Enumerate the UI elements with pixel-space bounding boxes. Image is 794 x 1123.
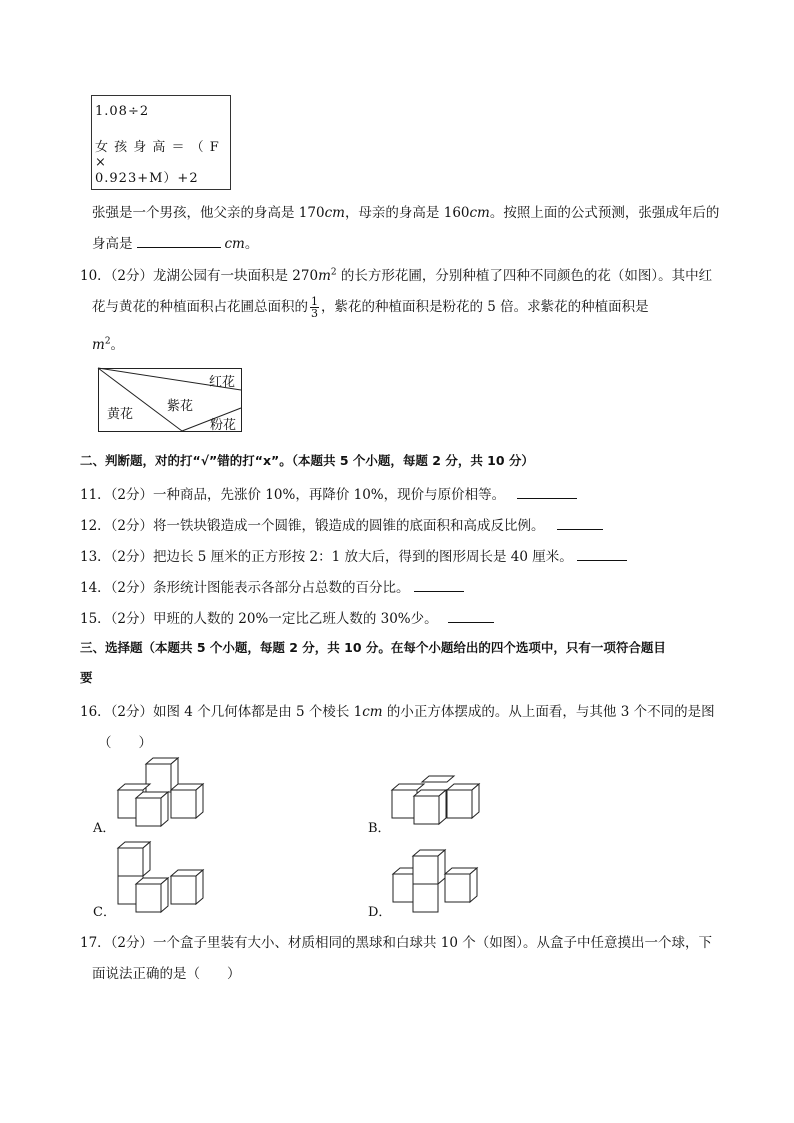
label-pink-flower: 粉花 — [210, 418, 237, 433]
q17-line-1: 17．（2分）一个盒子里装有大小、材质相同的黑球和白球共 10 个（如图）。从盒子中任意摸出一个球，下 — [80, 935, 713, 951]
fraction-one-third: $\frac{1}{3}$ — [311, 295, 318, 320]
q10-line-3: $m^2$。 — [92, 336, 125, 353]
q12: 12．（2分）将一铁块锻造成一个圆锥，锻造成的圆锥的底面积和高成反比例。 — [80, 514, 607, 534]
answer-blank[interactable] — [448, 621, 494, 623]
cube-figure-a — [118, 758, 208, 828]
q13: 13．（2分）把边长 5 厘米的正方形按 2：1 放大后，得到的图形周长是 40 厘米。 — [80, 545, 631, 565]
option-c-label[interactable]: C． — [93, 905, 116, 920]
q16-line-1: 16．（2分）如图 4 个几何体都是由 5 个棱长 1cm 的小正方体摆成的。从上面看，与其他 3 个不同的是图 — [80, 704, 715, 720]
answer-blank[interactable] — [557, 528, 603, 530]
formula-box — [91, 95, 231, 190]
formula-line-3: 0.923+M）+2 — [95, 171, 199, 186]
cube-figure-c — [118, 842, 208, 914]
section-2-title: 二、判断题，对的打“√”错的打“x”。（本题共 5 个小题，每题 2 分，共 10 分） — [80, 453, 534, 468]
cube-figure-d — [393, 850, 483, 912]
label-yellow-flower: 黄花 — [107, 407, 134, 422]
answer-blank[interactable] — [137, 246, 221, 248]
option-b-label[interactable]: B． — [368, 821, 391, 836]
q11: 11．（2分）一种商品，先涨价 10%，再降价 10%，现价与原价相等。 — [80, 483, 581, 503]
answer-blank[interactable] — [577, 559, 627, 561]
q14: 14．（2分）条形统计图能表示各部分占总数的百分比。 — [80, 576, 468, 596]
q17-line-2: 面说法正确的是（ ） — [92, 966, 241, 982]
answer-blank[interactable] — [414, 590, 464, 592]
formula-line-2: 女 孩 身 高 ＝ （ F × — [95, 140, 220, 170]
q9-line-2: 身高是 cm。 — [92, 236, 259, 252]
option-d-label[interactable]: D． — [368, 905, 392, 920]
section-3-title-line-2: 要 — [80, 670, 93, 685]
label-purple-flower: 紫花 — [167, 399, 194, 414]
q10-line-1: 10．（2分）龙湖公园有一块面积是 $270m^2$ 的长方形花圃，分别种植了四种不同颜色的花（如图）。其中红 — [80, 267, 713, 284]
q9-line-1: 张强是一个男孩，他父亲的身高是 170cm，母亲的身高是 160cm。按照上面的公式预测，张强成年后的 — [92, 205, 720, 221]
option-a-label[interactable]: A． — [93, 821, 116, 836]
cube-figure-b — [392, 776, 484, 830]
formula-line-1: 1.08÷2 — [95, 104, 150, 119]
answer-blank[interactable] — [517, 497, 577, 499]
q10-line-2: 花与黄花的种植面积占花圃总面积的 $\frac{1}{3}$ ，紫花的种植面积是粉花的 5 倍。求紫花的种植面积是 — [92, 295, 649, 320]
q15: 15．（2分）甲班的人数的 20%一定比乙班人数的 30%少。 — [80, 607, 498, 627]
section-3-title-line-1: 三、选择题（本题共 5 个小题，每题 2 分，共 10 分。在每个小题给出的四个选项中，只有一项符合题目 — [80, 640, 666, 655]
label-red-flower: 红花 — [209, 375, 236, 390]
q16-answer-paren[interactable]: （ ） — [98, 735, 152, 751]
